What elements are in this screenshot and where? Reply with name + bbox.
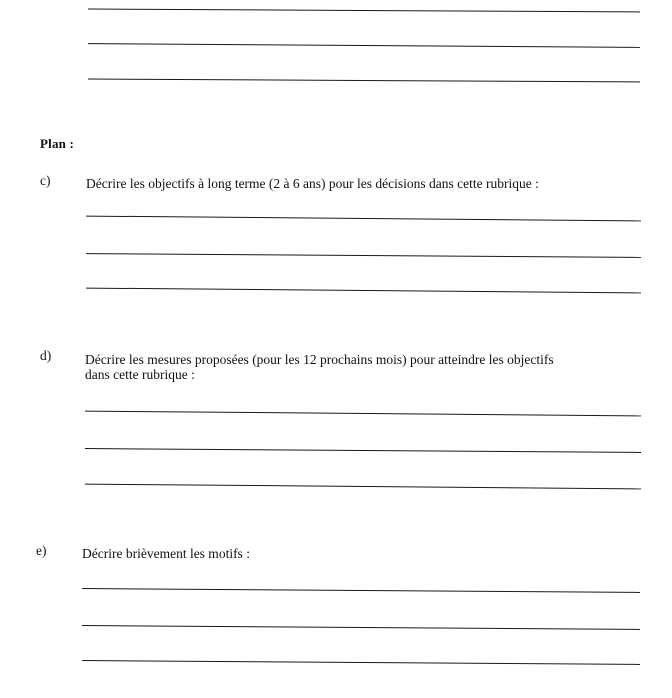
answer-line[interactable]	[82, 588, 640, 593]
item-d-text-line1: Décrire les mesures proposées (pour les 12 prochains mois) pour atteindre les objectifs	[85, 352, 554, 367]
item-e-text: Décrire brièvement les motifs :	[82, 546, 250, 561]
item-c-label: c)	[40, 173, 51, 188]
answer-line[interactable]	[88, 9, 640, 13]
answer-line[interactable]	[82, 660, 640, 665]
item-d-label: d)	[40, 348, 52, 363]
answer-line[interactable]	[86, 216, 641, 222]
answer-line[interactable]	[85, 411, 641, 417]
item-c-text: Décrire les objectifs à long terme (2 à 6 ans) pour les décisions dans cette rubrique :	[86, 176, 539, 191]
item-e-label: e)	[36, 543, 47, 558]
answer-line[interactable]	[86, 253, 641, 258]
answer-line[interactable]	[88, 79, 640, 83]
answer-line[interactable]	[82, 625, 640, 630]
plan-heading: Plan :	[40, 136, 75, 151]
item-d-text-line2: dans cette rubrique :	[85, 367, 195, 382]
answer-line[interactable]	[85, 484, 641, 490]
answer-line[interactable]	[86, 288, 641, 294]
answer-line[interactable]	[85, 448, 641, 453]
answer-line[interactable]	[88, 43, 640, 48]
